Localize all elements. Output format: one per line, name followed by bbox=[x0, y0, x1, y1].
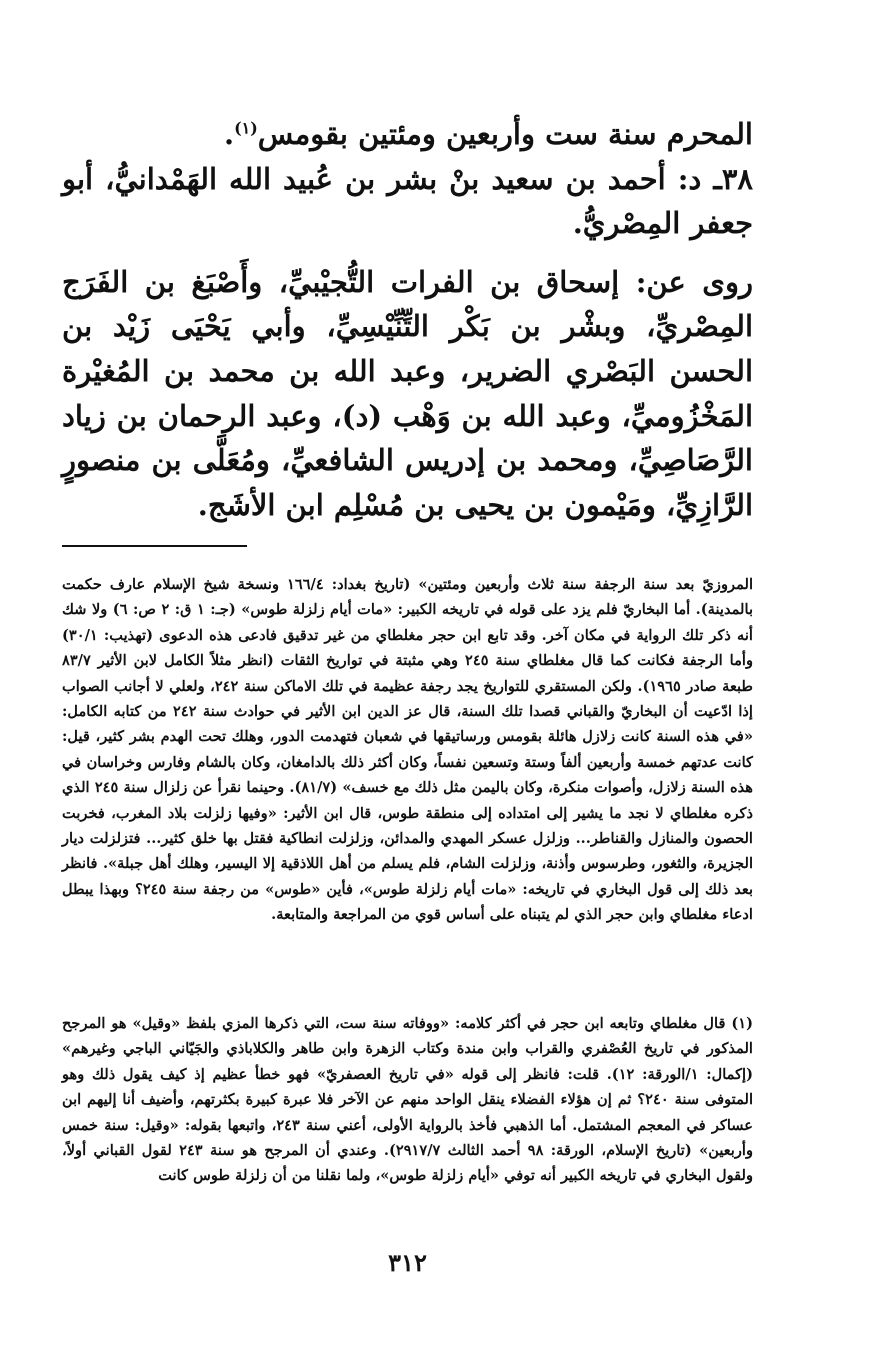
riwaya-text: إسحاق بن الفرات التُّجيْبيِّ، وأَصْبَغ بن الفَرَج المِصْريِّ، وبشْر بن بَكْر التِّنِّيْسِيِّ، وأبي يَحْيَى زَيْد بن الحسن البَصْري الضرير، وعبد الله بن محمد بن المُغيْرة المَخْزُوميِّ، وعبد الله بن وَهْب (د)، وعبد الرحمان بن زياد الرَّصَاصِيِّ، ومحمد بن إدريس الشافعيِّ، ومُعَلَّى بن منصورٍ الرَّازِيِّ، ومَيْمون بن يحيى بن مُسْلِم ابن الأشَج. bbox=[62, 264, 753, 522]
book-page bbox=[62, 0, 753, 1345]
riwaya-label: روى عن: bbox=[635, 264, 753, 299]
page-number: ٣١٢ bbox=[388, 1248, 427, 1277]
footnote-1: (١) قال مغلطاي وتابعه ابن حجر في أكثر كلامه: «ووفاته سنة ست، التي ذكرها المزي بلفظ «وقيل» هو المرجح المذكور في تاريخ العُصْفري والقراب وابن مندة وكتاب الزهرة وابن طاهر والكلاباذي والجَيّاني الباجي وغيرهم» (إكمال: ١/الورقة: ١٢). قلت: فانظر إلى قوله «في تاريخ العصفريّ» فهو خطأ عظيم إذ كيف يقول ذلك وهو المتوفى سنة ٢٤٠؟ ثم إن هؤلاء الفضلاء ينقل الواحد منهم عن الآخر فلا عبرة كبيرة بكثرتهم، وأضيف أنا إليهم ابن عساكر في المعجم المشتمل. أما الذهبي فأخذ بالرواية الأولى، أعني سنة ٢٤٣، واتبعها بقوله: «وقيل: سنة خمس وأربعين» (تاريخ الإسلام، الورقة: ٩٨ أحمد الثالث ٢٩١٧/٧). وعندي أن المرجح هو سنة ٢٤٣ لقول القباني أولاً، ولقول البخاري في تاريخه الكبير أنه توفي «أيام زلزلة طوس»، ولما نقلنا من أن زلزلة طوس كانت bbox=[62, 1015, 754, 1185]
footnote-separator bbox=[62, 545, 247, 547]
period: . bbox=[223, 117, 235, 151]
footnote-ref-1: (١) bbox=[234, 118, 258, 138]
continuation-text: المحرم سنة ست وأربعين ومئتين بقومس bbox=[257, 117, 753, 151]
main-text-block bbox=[62, 112, 753, 527]
riwaya-paragraph bbox=[62, 260, 753, 528]
entry-heading: ٣٨ـ د: أحمد بن سعيد بنْ بشر بن عُبيد الله الهَمْدانيُّ، أبو جعفر المِصْريُّ. bbox=[62, 161, 753, 241]
footnote-continuation: المروزيّ بعد سنة الرجفة سنة ثلاث وأربعين ومئتين» (تاريخ بغداد: ١٦٦/٤ ونسخة شيخ الإسلام عارف حكمت بالمدينة). أما البخاريّ فلم يزد على قوله في تاريخه الكبير: «مات أيام زلزلة طوس» (جـ: ١ ق: ٢ ص: ٦) ولا شك أنه ذكر تلك الرواية في مكان آخر. وقد تابع ابن حجر مغلطاي من غير تدقيق فادعى هذه الدعوى (تهذيب: ٣٠/١) وأما الرجفة فكانت كما قال مغلطاي سنة ٢٤٥ وهي مثبتة في تواريخ الثقات (انظر مثلاً الكامل لابن الأثير ٨٣/٧ طبعة صادر ١٩٦٥). ولكن المستقري للتواريخ يجد رجفة عظيمة في تلك الاماكن سنة ٢٤٢، ولعلي لا أجانب الصواب إذا ادّعيت أن البخاريّ والقباني قصدا تلك السنة، قال عز الدين ابن الأثير في حوادث سنة ٢٤٢ من كتابه الكامل: «في هذه السنة كانت زلازل هائلة بقومس ورساتيقها في شعبان فتهدمت الدور، وهلك تحت الهدم بشر كثير، قيل: كانت عدتهم خمسة وأربعين ألفاً وستة وتسعين نفساً، وكان أكثر ذلك بالدامغان، وكان بالشام وفارس وخراسان في هذه السنة زلازل، وأصوات منكرة، وكان باليمن مثل ذلك مع خسف» (٨١/٧). وحينما نقرأ عن زلزال سنة ٢٤٥ الذي ذكره مغلطاي لا نجد ما يشير إلى امتداده إلى منطقة طوس، قال ابن الأثير: «وفيها زلزلت بلاد المغرب، فخربت الحصون والمنازل والقناطر... وزلزل عسكر المهدي والمدائن، وزلزلت انطاكية فقتل بها خلق كثير... فتزلزلت ديار الجزيرة، والثغور، وطرسوس وأذنة، وزلزلت الشام، فلم يسلم من أهل اللاذقية إلا اليسير، وهلك أهل جبلة». فانظر بعد ذلك إلى قول البخاري في تاريخه: «مات أيام زلزلة طوس»، فأين «طوس» من رجفة سنة ٢٤٥؟ وبهذا يبطل ادعاء مغلطاي وابن حجر الذي لم يتبناه على أساس قوي من المراجعة والمتابعة. bbox=[62, 576, 754, 924]
continuation-line bbox=[62, 112, 753, 157]
